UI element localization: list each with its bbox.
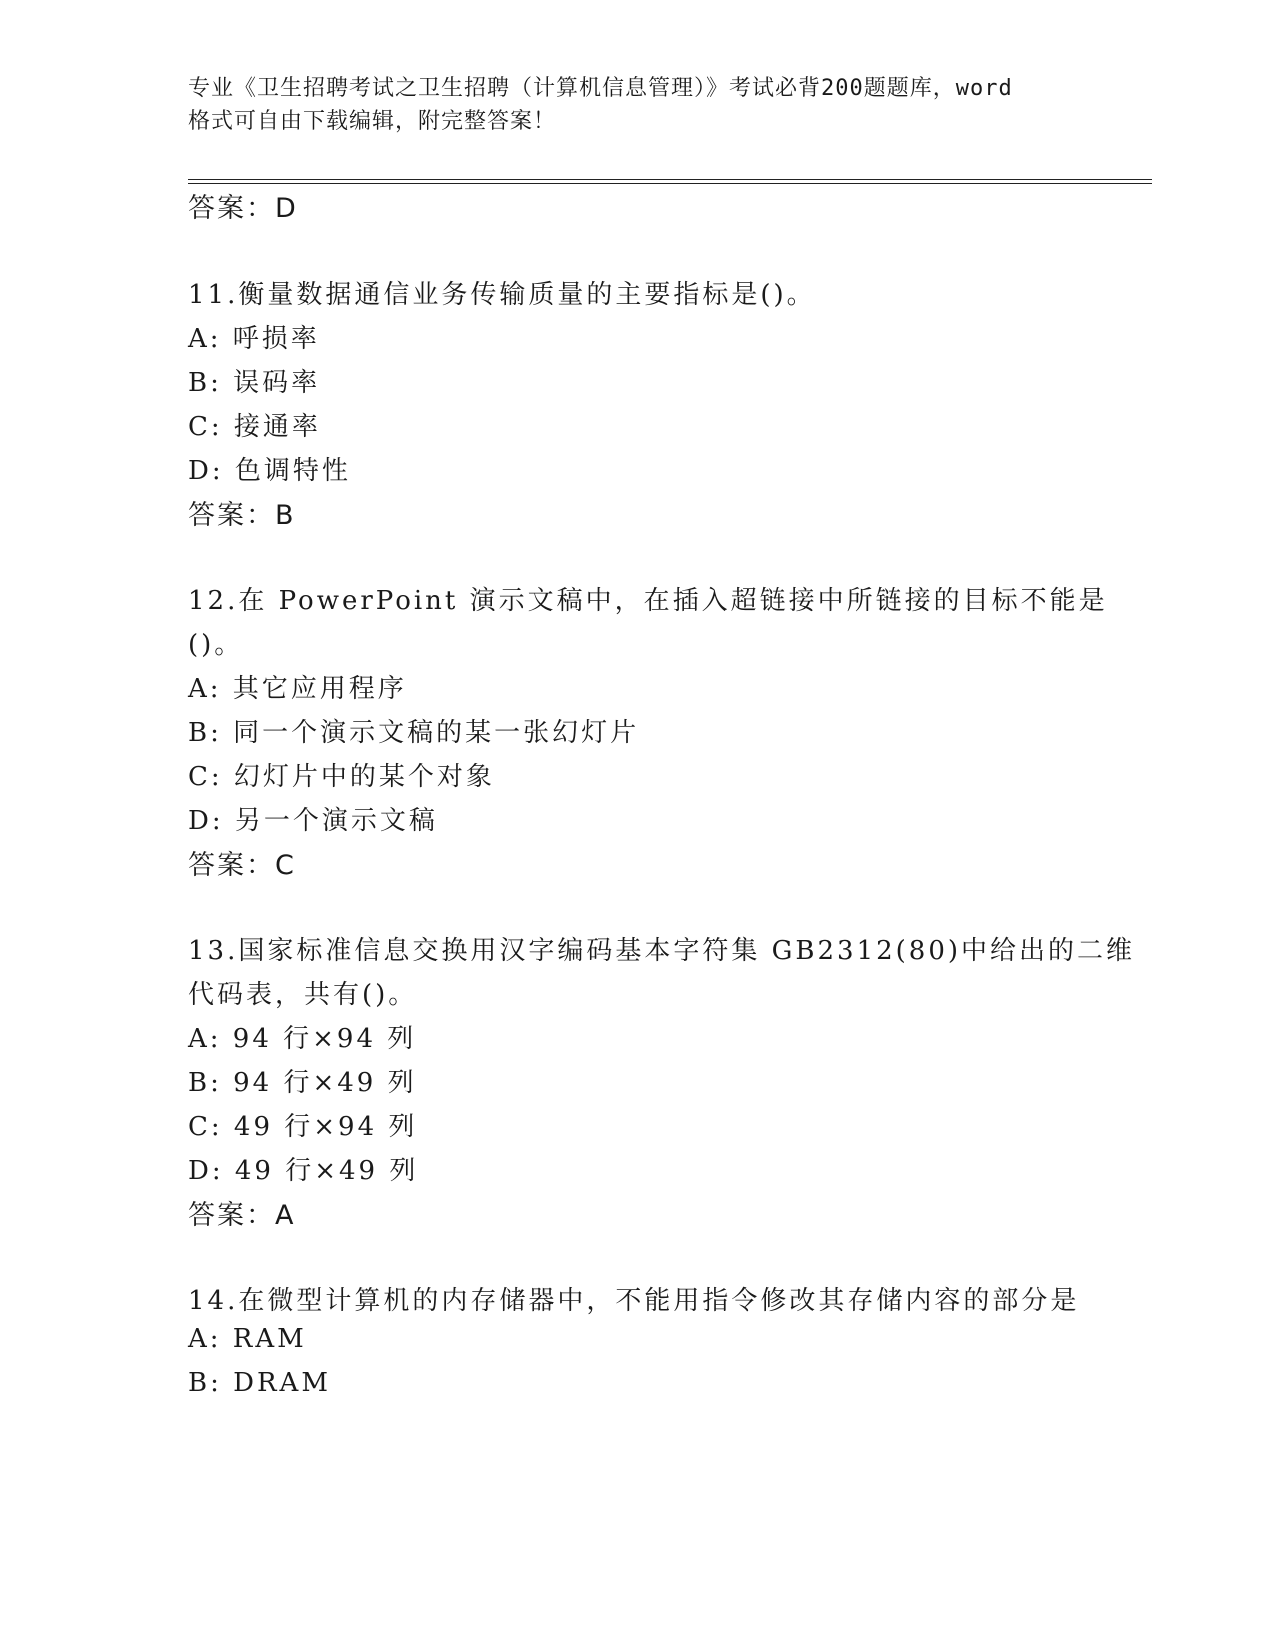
question-12-text-line-1: 12.在 PowerPoint 演示文稿中，在插入超链接中所链接的目标不能是 (188, 586, 1108, 616)
question-12-text-line-2: ()。 (188, 630, 244, 660)
header-divider-top (188, 179, 1152, 180)
question-13-text-line-2: 代码表，共有()。 (188, 980, 418, 1010)
answer-previous: 答案：D (188, 193, 298, 224)
question-11-option-a: A: 呼损率 (188, 324, 320, 354)
question-14-text: 14.在微型计算机的内存储器中，不能用指令修改其存储内容的部分是 (188, 1286, 1080, 1316)
question-14-option-b: B: DRAM (188, 1368, 331, 1398)
question-13-option-b: B: 94 行×49 列 (188, 1068, 417, 1098)
question-13-option-a: A: 94 行×94 列 (188, 1024, 417, 1054)
question-12-answer: 答案：C (188, 850, 296, 881)
question-13-text-line-1: 13.国家标准信息交换用汉字编码基本字符集 GB2312(80)中给出的二维 (188, 936, 1136, 966)
question-11-option-c: C: 接通率 (188, 412, 321, 442)
question-12-option-c: C: 幻灯片中的某个对象 (188, 762, 495, 792)
header-line-2: 格式可自由下载编辑，附完整答案！ (188, 109, 557, 134)
question-11-option-d: D: 色调特性 (188, 456, 351, 486)
header-divider-bottom (188, 183, 1152, 184)
header-line-1: 专业《卫生招聘考试之卫生招聘（计算机信息管理）》考试必背200题题库，word (188, 76, 1013, 101)
question-13-option-d: D: 49 行×49 列 (188, 1156, 419, 1186)
question-13-answer: 答案：A (188, 1200, 296, 1231)
document-header (188, 72, 1088, 138)
question-12-option-d: D: 另一个演示文稿 (188, 806, 438, 836)
question-12-option-b: B: 同一个演示文稿的某一张幻灯片 (188, 718, 640, 748)
question-11-option-b: B: 误码率 (188, 368, 321, 398)
question-12-option-a: A: 其它应用程序 (188, 674, 407, 704)
question-11-text: 11.衡量数据通信业务传输质量的主要指标是()。 (188, 280, 816, 310)
question-11-answer: 答案：B (188, 500, 296, 531)
question-14-option-a: A: RAM (188, 1324, 307, 1354)
question-13-option-c: C: 49 行×94 列 (188, 1112, 418, 1142)
